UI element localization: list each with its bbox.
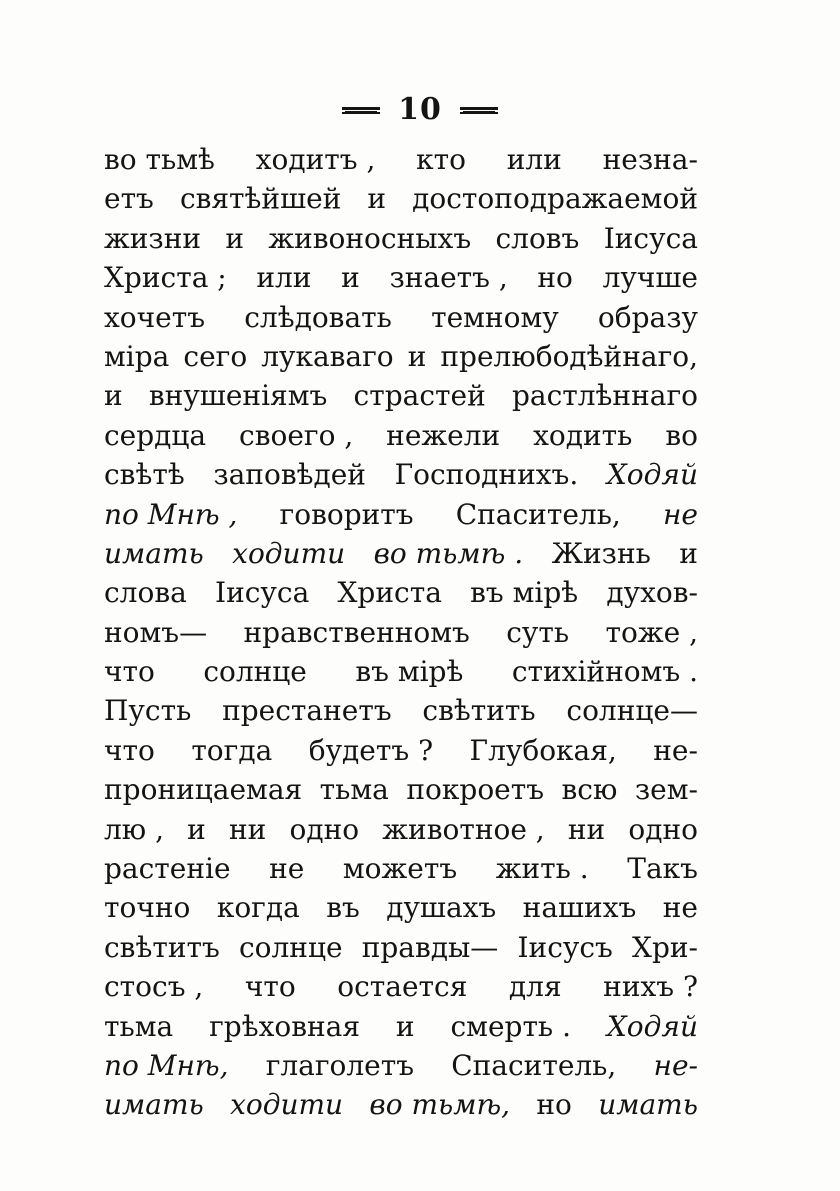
word: страстей	[353, 379, 486, 413]
text-line	[104, 810, 698, 849]
word: по Мнѣ,	[104, 1048, 229, 1082]
word: свѣтѣ	[104, 458, 185, 492]
word: мiра	[104, 339, 170, 373]
word: и	[341, 261, 360, 295]
word: не	[269, 852, 305, 886]
word: Жизнь	[551, 536, 651, 570]
word: но	[536, 1088, 572, 1122]
word: образу	[597, 300, 698, 334]
word: не	[662, 891, 698, 925]
word: Iисусъ	[517, 930, 613, 964]
word: во	[665, 418, 698, 452]
text-line	[104, 967, 698, 1006]
word: въ мiрѣ	[355, 655, 464, 689]
word: что	[104, 655, 155, 689]
word: лучше	[602, 261, 698, 295]
page-header	[0, 88, 840, 132]
word: внушенiямъ	[148, 379, 328, 413]
word: святѣйшей	[179, 182, 342, 216]
word: имать	[104, 536, 204, 570]
word: нравственномъ	[243, 615, 470, 649]
word: жизни	[104, 221, 202, 255]
text-line	[104, 337, 698, 376]
text-line	[104, 1046, 698, 1085]
text-line	[104, 219, 698, 258]
text-line	[104, 179, 698, 218]
word: Христа	[337, 576, 442, 610]
word: во тьмѣ	[104, 143, 215, 176]
word: словъ	[495, 221, 580, 255]
word: свѣтить	[422, 694, 536, 728]
word: темному	[431, 300, 559, 334]
word: правды—	[361, 930, 499, 964]
word: для	[508, 970, 562, 1004]
text-line	[104, 1085, 698, 1124]
word: Такъ	[627, 852, 698, 886]
word: лю ,	[104, 812, 164, 846]
word: прелюбодѣйнаго,	[440, 339, 698, 373]
word: говоритъ	[279, 497, 414, 531]
word: одно	[628, 812, 698, 846]
word: что	[244, 970, 296, 1004]
text-line	[104, 928, 698, 967]
text-line	[104, 298, 698, 337]
word: и	[407, 339, 427, 373]
word: ходити	[230, 1088, 344, 1122]
word: тоже ,	[605, 615, 698, 649]
word: нихъ ?	[603, 970, 698, 1004]
word: или	[256, 261, 312, 295]
word: остается	[337, 970, 468, 1004]
word: и	[187, 812, 206, 846]
word: растенiе	[104, 852, 231, 886]
word: стосъ ,	[104, 970, 204, 1004]
word: но	[537, 261, 573, 295]
word: знаетъ ,	[389, 261, 508, 295]
word: сего	[183, 339, 248, 373]
word: и	[395, 1009, 415, 1043]
word: будетъ ?	[308, 733, 434, 767]
word: ни	[228, 812, 267, 846]
word: ходить	[533, 418, 633, 452]
word: въ	[326, 891, 360, 925]
word: и	[367, 182, 387, 216]
word: Iисуса	[603, 221, 698, 255]
word: душахъ	[386, 891, 497, 925]
word: точно	[104, 891, 191, 925]
word: етъ	[104, 182, 154, 216]
right-ornament-icon	[460, 107, 498, 114]
word: достоподражаемой	[412, 182, 698, 216]
text-line	[104, 652, 698, 691]
page-number: 10	[398, 92, 442, 127]
text-line	[104, 495, 698, 534]
word: духов-	[606, 576, 698, 610]
word: не-	[653, 1048, 698, 1082]
word: тьма	[319, 773, 389, 807]
text-line	[104, 140, 698, 179]
word: зем-	[634, 773, 698, 807]
word: нашихъ	[522, 891, 637, 925]
text-line	[104, 258, 698, 297]
text-line	[104, 691, 698, 730]
word: Iисуса	[215, 576, 310, 610]
text-line	[104, 573, 698, 612]
word: Хри-	[632, 930, 698, 964]
word: Ходяй	[606, 458, 698, 492]
word: растлѣннаго	[511, 379, 698, 413]
word: когда	[216, 891, 300, 925]
word: Глубокая,	[469, 733, 617, 767]
word: что	[104, 733, 155, 767]
left-ornament-icon	[342, 107, 380, 114]
word: Христа ;	[104, 261, 227, 295]
word: и	[104, 379, 123, 413]
word: нежели	[386, 418, 501, 452]
word: сердца	[104, 418, 207, 452]
word: живоносныхъ	[268, 221, 472, 255]
text-line	[104, 888, 698, 927]
word: Пусть	[104, 694, 192, 728]
word: покроетъ	[406, 773, 545, 807]
body-text	[104, 140, 698, 1125]
word: Ходяй	[606, 1009, 698, 1043]
word: грѣховная	[209, 1009, 361, 1043]
word: суть	[506, 615, 570, 649]
word: престанетъ	[222, 694, 392, 728]
word: лукаваго	[261, 339, 394, 373]
word: солнце	[203, 655, 307, 689]
word: животное ,	[382, 812, 545, 846]
word: своего ,	[239, 418, 354, 452]
word: слова	[104, 576, 187, 610]
word: жить .	[495, 852, 589, 886]
word: тьма	[104, 1009, 174, 1043]
word: ходити	[232, 536, 346, 570]
word: не	[662, 497, 698, 531]
word: солнце	[238, 930, 343, 964]
word: или	[506, 143, 562, 176]
word: во тьмѣ,	[369, 1088, 511, 1122]
word: одно	[289, 812, 360, 846]
word: хочетъ	[104, 300, 206, 334]
word: можетъ	[342, 852, 458, 886]
word: стихiйномъ .	[511, 655, 698, 689]
word: кто	[416, 143, 466, 176]
word: и	[225, 221, 245, 255]
word: проницаемая	[104, 773, 303, 807]
text-line	[104, 534, 698, 573]
word: по Мнѣ ,	[104, 497, 238, 531]
text-line	[104, 376, 698, 415]
word: всю	[561, 773, 618, 807]
word: номъ—	[104, 615, 208, 649]
word: имать	[104, 1088, 204, 1122]
text-line	[104, 455, 698, 494]
word: не-	[653, 733, 698, 767]
word: имать	[598, 1088, 698, 1122]
word: солнце—	[566, 694, 698, 728]
word: свѣтитъ	[104, 930, 220, 964]
word: ходитъ ,	[255, 143, 376, 176]
text-line	[104, 731, 698, 770]
word: глаголетъ	[265, 1048, 415, 1082]
word: тогда	[191, 733, 273, 767]
word: ни	[567, 812, 606, 846]
word: во тьмѣ .	[373, 536, 524, 570]
text-line	[104, 1007, 698, 1046]
word: слѣдовать	[244, 300, 392, 334]
word: заповѣдей	[213, 458, 366, 492]
text-line	[104, 416, 698, 455]
word: незна-	[602, 143, 698, 176]
text-line	[104, 613, 698, 652]
word: и	[679, 536, 698, 570]
word: смерть .	[450, 1009, 571, 1043]
word: Господнихъ.	[394, 458, 579, 492]
word: въ мiрѣ	[470, 576, 579, 610]
word: Спаситель,	[451, 1048, 617, 1082]
word: Спаситель,	[455, 497, 621, 531]
text-line	[104, 849, 698, 888]
text-line	[104, 770, 698, 809]
